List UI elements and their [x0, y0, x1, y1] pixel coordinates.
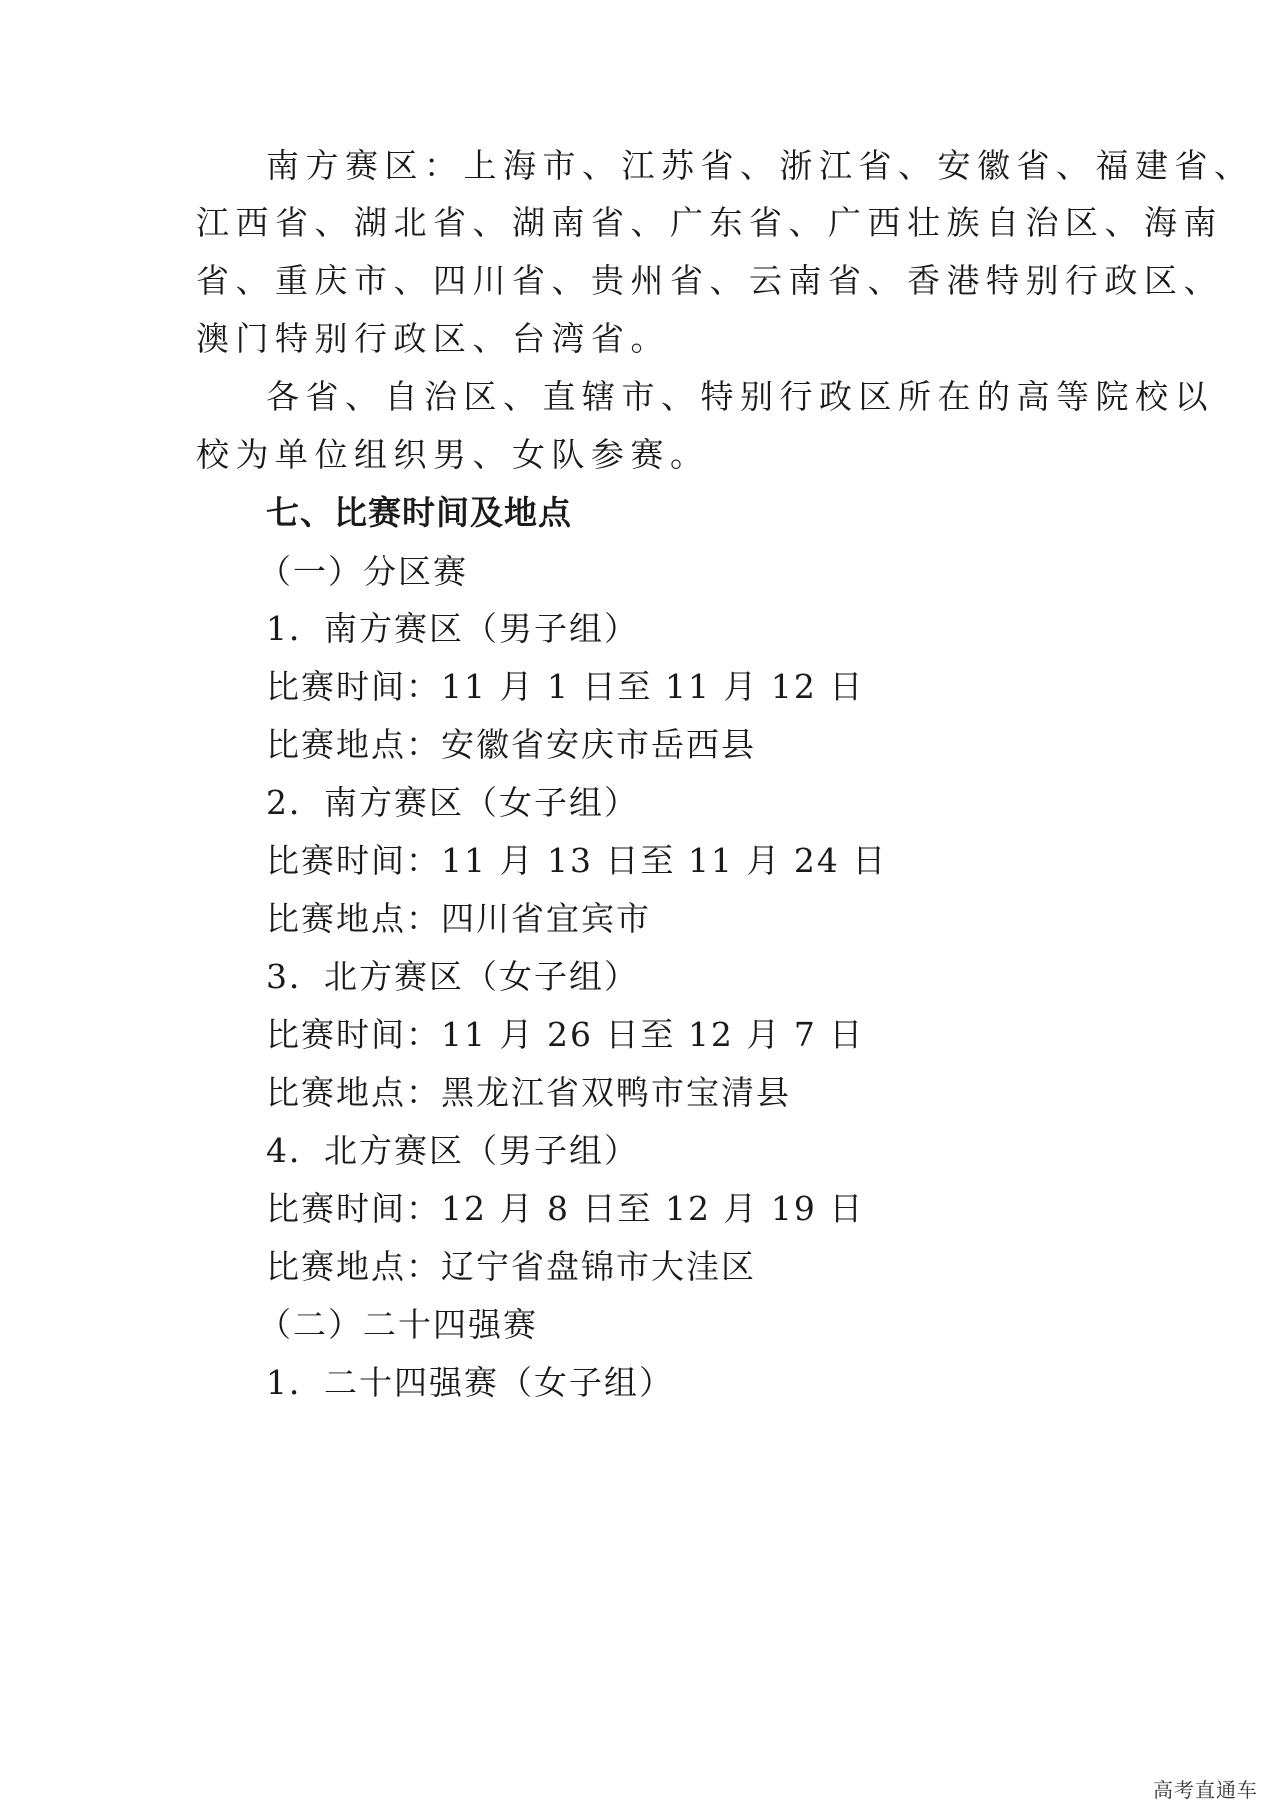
watermark-logo-text: 高考直通车 — [1153, 1778, 1258, 1802]
zone-place: 比赛地点：四川省宜宾市 — [266, 899, 651, 938]
paragraph-participation-line-2: 校为单位组织男、女队参赛。 — [196, 435, 710, 474]
zone-place: 比赛地点：黑龙江省双鸭市宝清县 — [266, 1073, 791, 1112]
top24-item-title: 1．二十四强赛（女子组） — [266, 1363, 674, 1402]
zone-title: 2．南方赛区（女子组） — [266, 783, 639, 822]
paragraph-regions-line-2: 江西省、湖北省、湖南省、广东省、广西壮族自治区、海南 — [196, 203, 1223, 242]
zone-title: 4．北方赛区（男子组） — [266, 1131, 639, 1170]
paragraph-regions-line-1: 南方赛区：上海市、江苏省、浙江省、安徽省、福建省、 — [266, 146, 1254, 185]
subsection-heading-top24: （二）二十四强赛 — [258, 1305, 538, 1344]
zone-title: 3．北方赛区（女子组） — [266, 957, 639, 996]
zone-title: 1．南方赛区（男子组） — [266, 609, 639, 648]
zone-place: 比赛地点：辽宁省盘锦市大洼区 — [266, 1247, 756, 1286]
paragraph-participation-line-1: 各省、自治区、直辖市、特别行政区所在的高等院校以 — [266, 377, 1214, 416]
zone-time: 比赛时间：11 月 13 日至 11 月 24 日 — [266, 841, 888, 880]
zone-time: 比赛时间：11 月 26 日至 12 月 7 日 — [266, 1015, 865, 1054]
section-heading: 七、比赛时间及地点 — [266, 493, 572, 532]
zone-time: 比赛时间：12 月 8 日至 12 月 19 日 — [266, 1189, 865, 1228]
zone-time: 比赛时间：11 月 1 日至 11 月 12 日 — [266, 667, 865, 706]
zone-place: 比赛地点：安徽省安庆市岳西县 — [266, 725, 756, 764]
subsection-heading-regional: （一）分区赛 — [258, 552, 468, 591]
paragraph-regions-line-3: 省、重庆市、四川省、贵州省、云南省、香港特别行政区、 — [196, 261, 1223, 300]
paragraph-regions-line-4: 澳门特别行政区、台湾省。 — [196, 319, 670, 358]
